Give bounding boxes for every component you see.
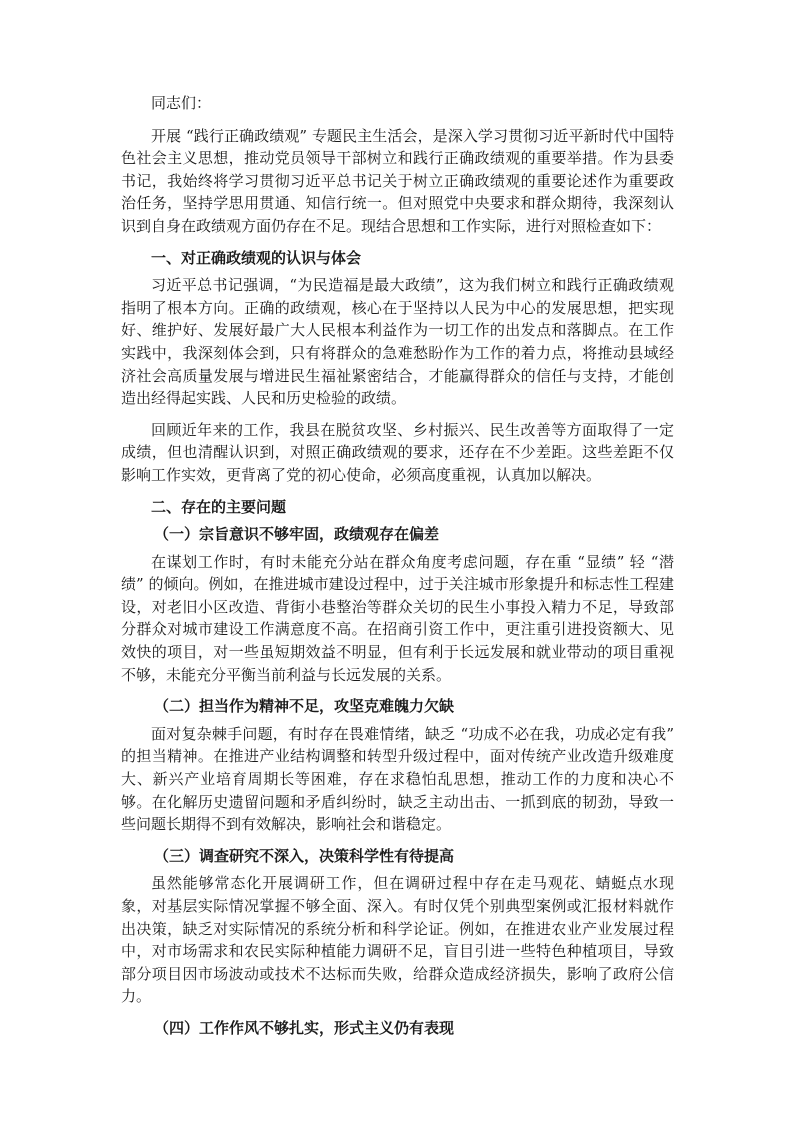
section-1-paragraph-2: 回顾近年来的工作，我县在脱贫攻坚、乡村振兴、民生改善等方面取得了一定成绩，但也清醒认识到，对照正确政绩观的要求，还存在不少差距。这些差距不仅影响工作实效，更背离了党的初心使命，必须高度重视，认真加以解决。	[121, 420, 674, 484]
subsection-2-heading: （二）担当作为精神不足，攻坚克难魄力欠缺	[154, 697, 455, 716]
section-1-heading: 一、对正确政绩观的认识与体会	[151, 248, 362, 267]
document-page	[121, 92, 674, 1045]
intro-paragraph: 开展 “践行正确政绩观” 专题民主生活会，是深入学习贯彻习近平新时代中国特色社会主义思想，推动党员领导干部树立和践行正确政绩观的重要举措。作为县委书记，我始终将学习贯彻习近平总书记关于树立正确政绩观的重要论述作为重要政治任务，坚持学思用贯通、知信行统一。但对照党中央要求和群众期待，我深刻认识到自身在政绩观方面仍存在不足。现结合思想和工作实际，进行对照检查如下：	[121, 126, 674, 235]
salutation: 同志们：	[151, 94, 212, 112]
subsection-3-heading: （三）调查研究不深入，决策科学性有待提高	[154, 846, 455, 865]
section-2-heading: 二、存在的主要问题	[151, 497, 287, 516]
subsection-1-heading: （一）宗旨意识不够牢固，政绩观存在偏差	[154, 525, 440, 544]
subsection-4-heading: （四）工作作风不够扎实，形式主义仍有表现	[154, 1018, 455, 1037]
subsection-1-paragraph: 在谋划工作时，有时未能充分站在群众角度考虑问题，存在重 “显绩” 轻 “潜绩” 的倾向。例如，在推进城市建设过程中，过于关注城市形象提升和标志性工程建设，对老旧小区改造、背街小巷整治等群众关切的民生小事投入精力不足，导致部分群众对城市建设工作满意度不高。在招商引资工作中，更注重引进投资额大、见效快的项目，对一些虽短期效益不明显，但有利于长远发展和就业带动的项目重视不够，未能充分平衡当前利益与长远发展的关系。	[121, 552, 674, 684]
subsection-3-paragraph: 虽然能够常态化开展调研工作，但在调研过程中存在走马观花、蜻蜓点水现象，对基层实际情况掌握不够全面、深入。有时仅凭个别典型案例或汇报材料就作出决策，缺乏对实际情况的系统分析和科学论证。例如，在推进农业产业发展过程中，对市场需求和农民实际种植能力调研不足，盲目引进一些特色种植项目，导致部分项目因市场波动或技术不达标而失败，给群众造成经济损失，影响了政府公信力。	[121, 874, 674, 1006]
subsection-2-paragraph: 面对复杂棘手问题，有时存在畏难情绪，缺乏 “功成不必在我，功成必定有我” 的担当精神。在推进产业结构调整和转型升级过程中，面对传统产业改造升级难度大、新兴产业培育周期长等困难，存在求稳怕乱思想，推动工作的力度和决心不够。在化解历史遗留问题和矛盾纠纷时，缺乏主动出击、一抓到底的韧劲，导致一些问题长期得不到有效解决，影响社会和谐稳定。	[121, 724, 674, 834]
section-1-paragraph-1: 习近平总书记强调，“为民造福是最大政绩”，这为我们树立和践行正确政绩观指明了根本方向。正确的政绩观，核心在于坚持以人民为中心的发展思想，把实现好、维护好、发展好最广大人民根本利益作为一切工作的出发点和落脚点。在工作实践中，我深刻体会到，只有将群众的急难愁盼作为工作的着力点，将推动县域经济社会高质量发展与增进民生福祉紧密结合，才能赢得群众的信任与支持，才能创造出经得起实践、人民和历史检验的政绩。	[121, 276, 674, 408]
